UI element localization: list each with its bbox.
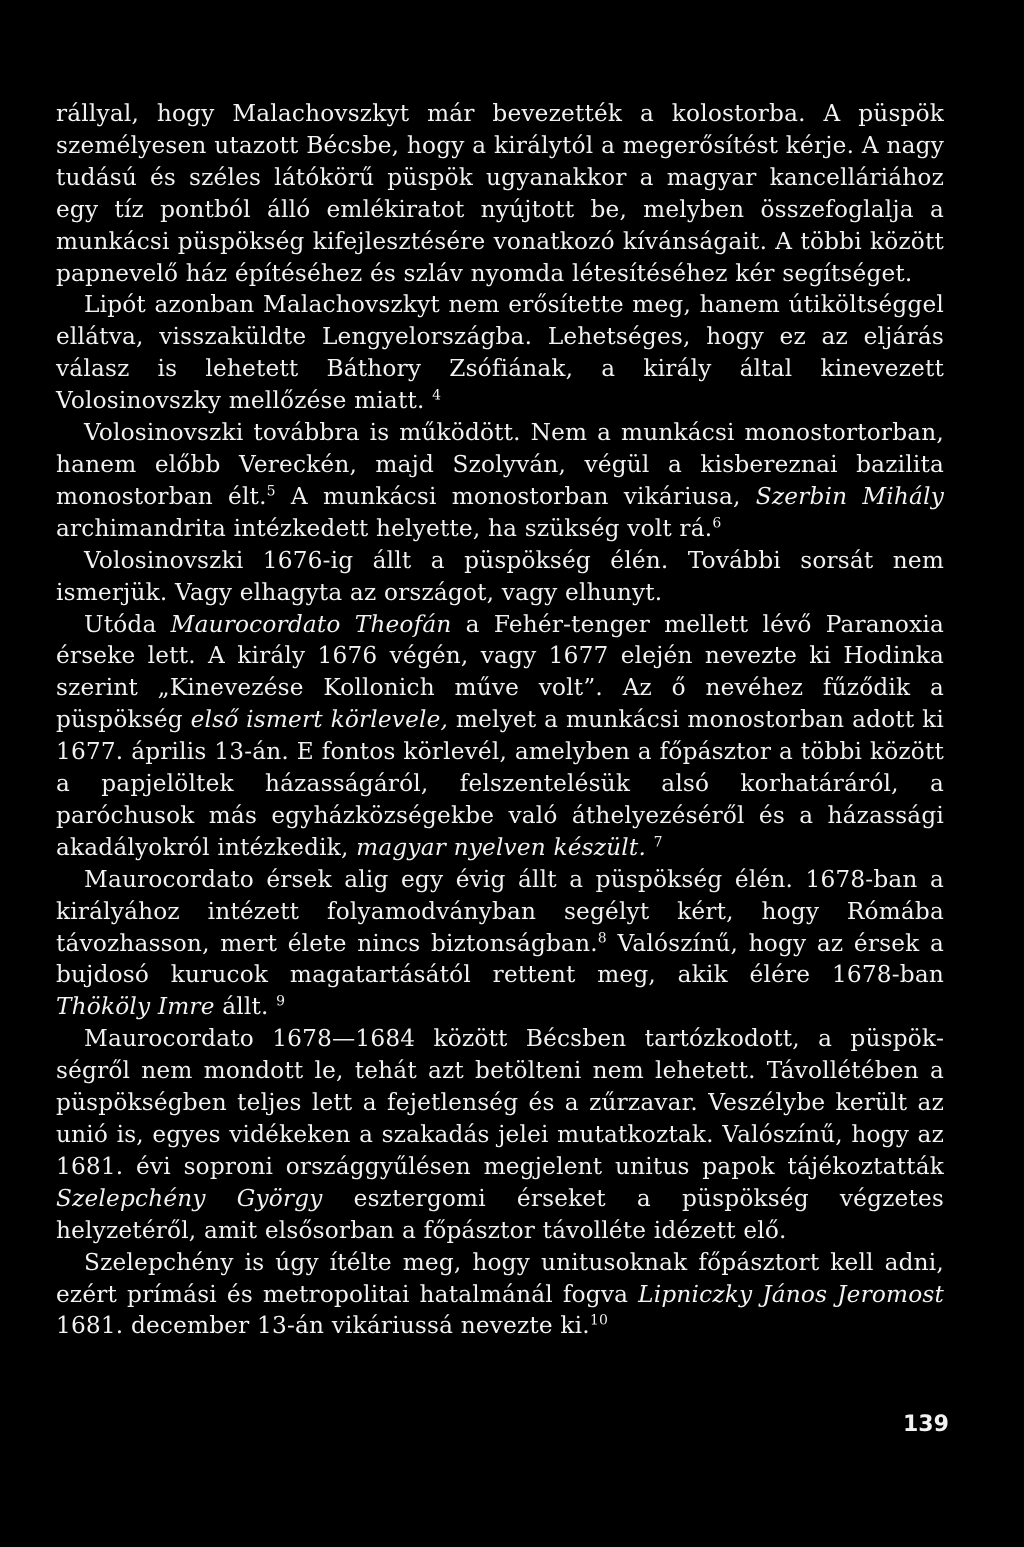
text-run: Volosinovszki 1676-ig állt a püspökség élén. További sorsát nem ismerjük. Vagy elhagyta az országot, vagy elhunyt.	[56, 546, 944, 606]
text-run: melyet a munkácsi monostorban adott ki 1677. április 13-án. E fontos körlevél, amelyben a főpásztor a többi között a papjelöltek házasságáról, felszentelésük alsó korhatáráról, a paróchusok más egyházközségekbe való áthelyezéséről és a házassági akadályokról intézkedik,	[56, 706, 944, 861]
italic-text-run: Szerbin Mihály	[755, 482, 944, 510]
text-run: archimandrita intézkedett helyette, ha szükség volt rá.	[56, 514, 713, 542]
italic-text-run: első ismert körlevele,	[190, 706, 449, 734]
italic-text-run: Thököly Imre	[56, 993, 215, 1021]
text-run: Utóda	[84, 610, 171, 638]
text-run: rállyal, hogy Malachovszkyt már bevezették a kolostorba. A püspök személyesen utazott Bécsbe, hogy a királytól a megerősítést kérje. A nagy tudású és széles látókörű püspök ugyanakkor a magyar kancelláriához egy tíz pontból álló emlékiratot nyújtott be, melyben összefoglalja a munkácsi püspökség kifejlesztésére vonatkozó kívánságait. A többi között papnevelő ház építéséhez és szláv nyomda létesítéséhez kér segítséget.	[56, 100, 944, 287]
footnote-marker: 10	[589, 1312, 609, 1329]
paragraph	[56, 609, 944, 864]
footnote-marker: 6	[712, 515, 722, 532]
text-run: 1681. december 13-án vikáriussá nevezte ki.	[56, 1312, 590, 1340]
paragraph	[56, 864, 944, 1024]
text-run: esztergomi érseket a püspökség végzetes helyzetéről, amit elsősorban a főpásztor távolléte idézett elő.	[56, 1184, 945, 1244]
paragraph	[56, 1023, 944, 1246]
italic-text-run: magyar nyelven készült.	[356, 833, 647, 861]
paragraph	[56, 98, 944, 289]
page-number: 139	[903, 1412, 949, 1437]
italic-text-run: Maurocordato Theofán	[170, 610, 452, 638]
text-run: Valószínű, hogy az érsek a bujdosó kurucok magatartásától rettent meg, akik élére 1678-ban	[56, 929, 944, 989]
text-run: Maurocordato 1678—1684 között Bécsben tartózkodott, a püspökségről nem mondott le, tehát azt betölteni nem lehetett. Távollétében a püspökségben teljes lett a fejetlenség és a zűrzavar. Veszélybe került az unió is, egyes vidékeken a szakadás jelei mutatkoztak. Valószínű, hogy az 1681. évi soproni országgyűlésen megjelent unitus papok tájékoztatták	[56, 1025, 944, 1180]
text-run: Szelepchény is úgy ítélte meg, hogy unitusoknak főpásztort kell adni, ezért prímási és metropolitai hatalmánál fogva	[56, 1248, 944, 1308]
footnote-marker: 7	[653, 834, 663, 851]
text-run: a Fehér-tenger mellett lévő Paranoxia érseke lett. A király 1676 végén, vagy 1677 elején nevezte ki Hodinka szerint „Kinevezése Kollonich műve volt”. Az ő nevéhez fűződik a püspökség	[56, 610, 944, 734]
text-run: A munkácsi monostorban vikáriusa,	[275, 482, 756, 510]
text-run: Maurocordato érsek alig egy évig állt a püspökség élén. 1678-ban a királyához intézett folyamodványban segélyt kért, hogy Rómába távozhasson, mert élete nincs biztonságban.	[56, 865, 944, 957]
text-run	[646, 834, 654, 861]
footnote-marker: 4	[432, 387, 442, 404]
text-run: Volosinovszki továbbra is működött. Nem a munkácsi monostortorban, hanem előbb Vereckén, majd Szolyván, végül a kisbereznai bazilita monostorban élt.	[56, 419, 944, 510]
footnote-marker: 9	[276, 993, 286, 1010]
text-run: Lipót azonban Malachovszkyt nem erősítette meg, hanem útiköltséggel ellátva, visszaküldte Lengyelországba. Lehetséges, hogy ez az eljárás válasz is lehetett Báthory Zsófiának, a király által kinevezett Volosinovszky mellőzése miatt.	[56, 291, 944, 415]
text-run: állt.	[214, 993, 277, 1021]
italic-text-run: Lipniczky János Jeromost	[638, 1280, 945, 1308]
italic-text-run: Szelepchény György	[56, 1184, 323, 1212]
footnote-marker: 8	[597, 929, 607, 946]
paragraph	[56, 1247, 944, 1343]
paragraph	[56, 289, 944, 417]
paragraph	[56, 417, 944, 545]
footnote-marker: 5	[266, 483, 276, 500]
body-text	[56, 98, 944, 1342]
paragraph	[56, 545, 944, 609]
